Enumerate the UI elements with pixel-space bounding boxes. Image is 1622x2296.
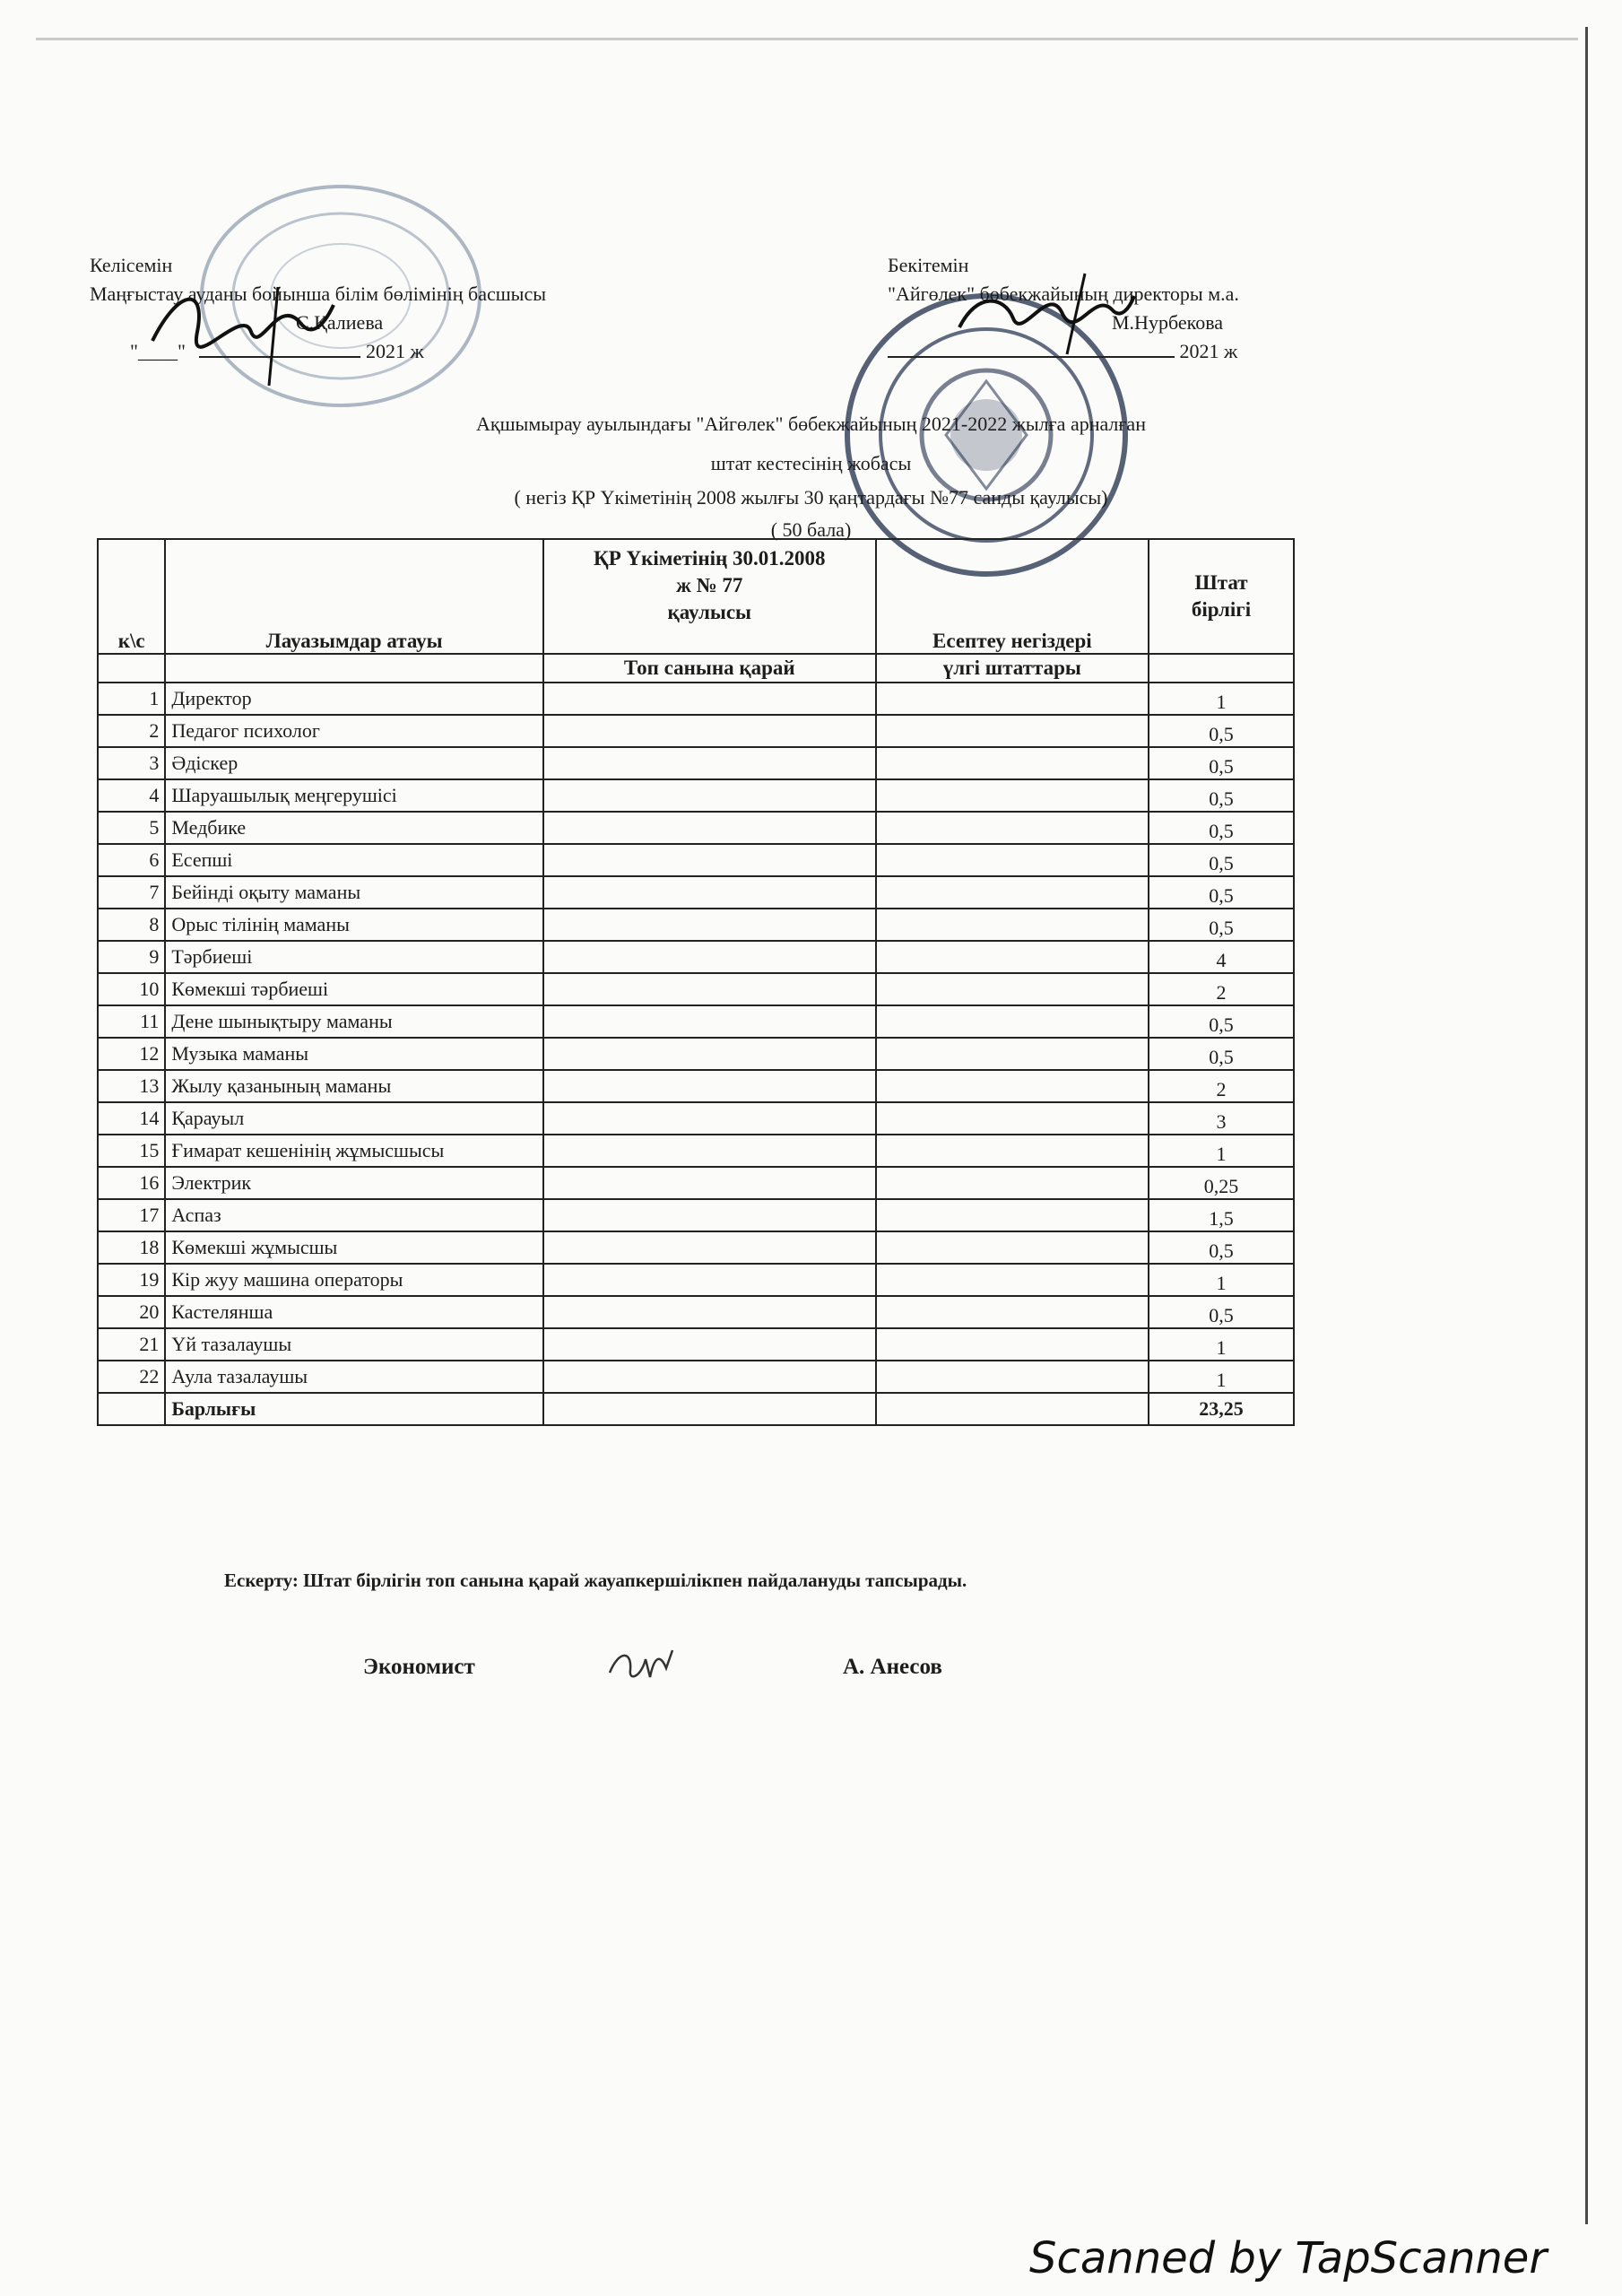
row-number: 20 [98,1296,165,1328]
row-decree-cell [543,844,876,876]
row-position-name: Ғимарат кешенінің жұмысшысы [165,1135,543,1167]
approval-left-name: С.Қалиева [296,311,384,334]
approval-left-position: Маңғыстау ауданы бойынша білім бөлімінің басшысы [90,283,546,305]
signature-economist-icon [605,1641,677,1686]
table-subheader-row [98,654,1294,683]
row-decree-cell [543,1167,876,1199]
row-decree-cell [543,1361,876,1393]
table-row [98,876,1294,909]
row-position-name: Жылу қазанының маманы [165,1070,543,1102]
row-basis-cell [876,1102,1149,1135]
row-decree-cell [543,1264,876,1296]
table-row [98,1005,1294,1038]
row-number: 8 [98,909,165,941]
total-label: Барлығы [165,1393,543,1425]
table-row [98,715,1294,747]
row-position-name: Кір жуу машина операторы [165,1264,543,1296]
row-number: 22 [98,1361,165,1393]
row-number: 19 [98,1264,165,1296]
signature-left-icon [143,269,341,395]
row-basis-cell [876,1167,1149,1199]
row-number: 21 [98,1328,165,1361]
table-row [98,1296,1294,1328]
doc-subtitle: штат кестесінің жобасы [710,452,912,474]
row-decree-cell [543,909,876,941]
total-value: 23,25 [1149,1393,1294,1425]
row-basis-cell [876,1264,1149,1296]
row-position-name: Орыс тілінің маманы [165,909,543,941]
row-decree-cell [543,1199,876,1231]
approval-right-position: "Айгөлек" бөбекжайының директоры м.а. [888,283,1239,305]
row-position-name: Үй тазалаушы [165,1328,543,1361]
table-row [98,1135,1294,1167]
row-number: 12 [98,1038,165,1070]
row-decree-cell [543,1102,876,1135]
row-decree-cell [543,1296,876,1328]
approval-left-year: 2021 ж [365,340,424,362]
row-staff-units: 0,25 [1149,1167,1294,1199]
row-staff-units: 0,5 [1149,909,1294,941]
table-row [98,1231,1294,1264]
scan-edge-top [36,38,1578,40]
row-number: 5 [98,812,165,844]
row-staff-units: 0,5 [1149,1231,1294,1264]
row-staff-units: 1 [1149,1135,1294,1167]
row-decree-cell [543,683,876,715]
row-staff-units: 0,5 [1149,779,1294,812]
row-number: 1 [98,683,165,715]
row-decree-cell [543,1070,876,1102]
table-row [98,1167,1294,1199]
table-row [98,812,1294,844]
row-number: 6 [98,844,165,876]
header-units [1149,539,1294,654]
row-number: 18 [98,1231,165,1264]
row-decree-cell [543,1038,876,1070]
header-units-line2: бірлігі [1191,598,1252,621]
header-num: к\с [98,539,165,654]
row-basis-cell [876,876,1149,909]
table-row [98,1328,1294,1361]
row-position-name: Медбике [165,812,543,844]
row-number: 15 [98,1135,165,1167]
doc-children: ( 50 бала) [770,518,852,541]
row-staff-units: 1 [1149,683,1294,715]
row-basis-cell [876,941,1149,973]
row-position-name: Тәрбиеші [165,941,543,973]
row-position-name: Көмекші жұмысшы [165,1231,543,1264]
row-number: 13 [98,1070,165,1102]
row-basis-cell [876,1328,1149,1361]
table-row [98,779,1294,812]
table-row [98,941,1294,973]
row-number: 11 [98,1005,165,1038]
row-basis-cell [876,973,1149,1005]
row-staff-units: 2 [1149,1070,1294,1102]
table-row [98,1361,1294,1393]
row-basis-cell [876,812,1149,844]
row-staff-units: 0,5 [1149,844,1294,876]
row-staff-units: 3 [1149,1102,1294,1135]
table-row [98,1070,1294,1102]
row-staff-units: 0,5 [1149,1005,1294,1038]
row-basis-cell [876,747,1149,779]
row-staff-units: 0,5 [1149,747,1294,779]
row-position-name: Педагог психолог [165,715,543,747]
doc-basis: ( негіз ҚР Үкіметінің 2008 жылғы 30 қаңтардағы №77 санды қаулысы) [514,486,1108,509]
row-number: 3 [98,747,165,779]
row-basis-cell [876,909,1149,941]
approval-left-title: Келісемін [90,254,173,276]
row-number: 4 [98,779,165,812]
header-decree-line2: ж № 77 [676,574,743,596]
header-decree [543,539,876,654]
row-staff-units: 1 [1149,1361,1294,1393]
row-basis-cell [876,844,1149,876]
header-name: Лауазымдар атауы [165,539,543,654]
row-staff-units: 4 [1149,941,1294,973]
row-basis-cell [876,1361,1149,1393]
row-position-name: Дене шынықтыру маманы [165,1005,543,1038]
scanner-watermark: Scanned by TapScanner [1029,2233,1548,2283]
row-staff-units: 2 [1149,973,1294,1005]
row-position-name: Қарауыл [165,1102,543,1135]
row-staff-units: 1,5 [1149,1199,1294,1231]
row-staff-units: 1 [1149,1328,1294,1361]
row-basis-cell [876,1296,1149,1328]
row-basis-cell [876,779,1149,812]
row-basis-cell [876,1199,1149,1231]
row-position-name: Музыка маманы [165,1038,543,1070]
table-total-row [98,1393,1294,1425]
table-row [98,1102,1294,1135]
row-decree-cell [543,812,876,844]
row-staff-units: 0,5 [1149,812,1294,844]
table-row [98,683,1294,715]
row-number: 16 [98,1167,165,1199]
row-staff-units: 1 [1149,1264,1294,1296]
table-row [98,909,1294,941]
row-staff-units: 0,5 [1149,715,1294,747]
row-position-name: Есепші [165,844,543,876]
row-decree-cell [543,941,876,973]
table-row [98,747,1294,779]
row-position-name: Әдіскер [165,747,543,779]
table-header-row [98,539,1294,654]
row-decree-cell [543,973,876,1005]
signature-right-icon [950,265,1139,363]
row-number: 2 [98,715,165,747]
scan-edge-right [1585,27,1588,2224]
table-row [98,1038,1294,1070]
row-number: 17 [98,1199,165,1231]
row-staff-units: 0,5 [1149,1038,1294,1070]
row-position-name: Директор [165,683,543,715]
row-decree-cell [543,1231,876,1264]
approval-right-title: Бекітемін [888,254,969,276]
approval-right-year: 2021 ж [1179,340,1238,362]
header-units-line1: Штат [1194,571,1248,594]
header-basis: Есептеу негіздері [876,539,1149,654]
table-body [98,683,1294,1393]
row-number: 14 [98,1102,165,1135]
table-row [98,844,1294,876]
row-position-name: Көмекші тәрбиеші [165,973,543,1005]
subheader-decree: Топ санына қарай [543,654,876,683]
row-decree-cell [543,1135,876,1167]
row-staff-units: 0,5 [1149,876,1294,909]
row-basis-cell [876,683,1149,715]
table-row [98,973,1294,1005]
header-decree-line1: ҚР Үкіметінің 30.01.2008 [594,547,826,570]
row-basis-cell [876,1135,1149,1167]
row-number: 10 [98,973,165,1005]
row-position-name: Аула тазалаушы [165,1361,543,1393]
row-decree-cell [543,779,876,812]
row-number: 7 [98,876,165,909]
doc-title: Ақшымырау ауылындағы "Айгөлек" бөбекжайының 2021-2022 жылға арналған [476,413,1146,435]
note-text: Ескерту: Штат бірлігін топ санына қарай жауапкершілікпен пайдалануды тапсырады. [224,1570,967,1591]
row-decree-cell [543,1005,876,1038]
row-basis-cell [876,1070,1149,1102]
row-position-name: Аспаз [165,1199,543,1231]
row-decree-cell [543,715,876,747]
row-basis-cell [876,1005,1149,1038]
row-position-name: Бейінді оқыту маманы [165,876,543,909]
row-position-name: Кастелянша [165,1296,543,1328]
approval-left-date-quote: "____" [130,340,186,362]
row-staff-units: 0,5 [1149,1296,1294,1328]
row-decree-cell [543,1328,876,1361]
economist-name: А. Анесов [843,1655,942,1679]
table-row [98,1264,1294,1296]
row-decree-cell [543,876,876,909]
row-decree-cell [543,747,876,779]
staff-table [97,538,1295,1426]
table-row [98,1199,1294,1231]
row-basis-cell [876,1038,1149,1070]
row-basis-cell [876,1231,1149,1264]
header-decree-line3: қаулысы [667,601,752,623]
subheader-basis: үлгі штаттары [876,654,1149,683]
row-number: 9 [98,941,165,973]
economist-title: Экономист [363,1655,475,1679]
row-position-name: Шаруашылық меңгерушісі [165,779,543,812]
row-position-name: Электрик [165,1167,543,1199]
approval-right-name: М.Нурбекова [1112,311,1224,334]
row-basis-cell [876,715,1149,747]
